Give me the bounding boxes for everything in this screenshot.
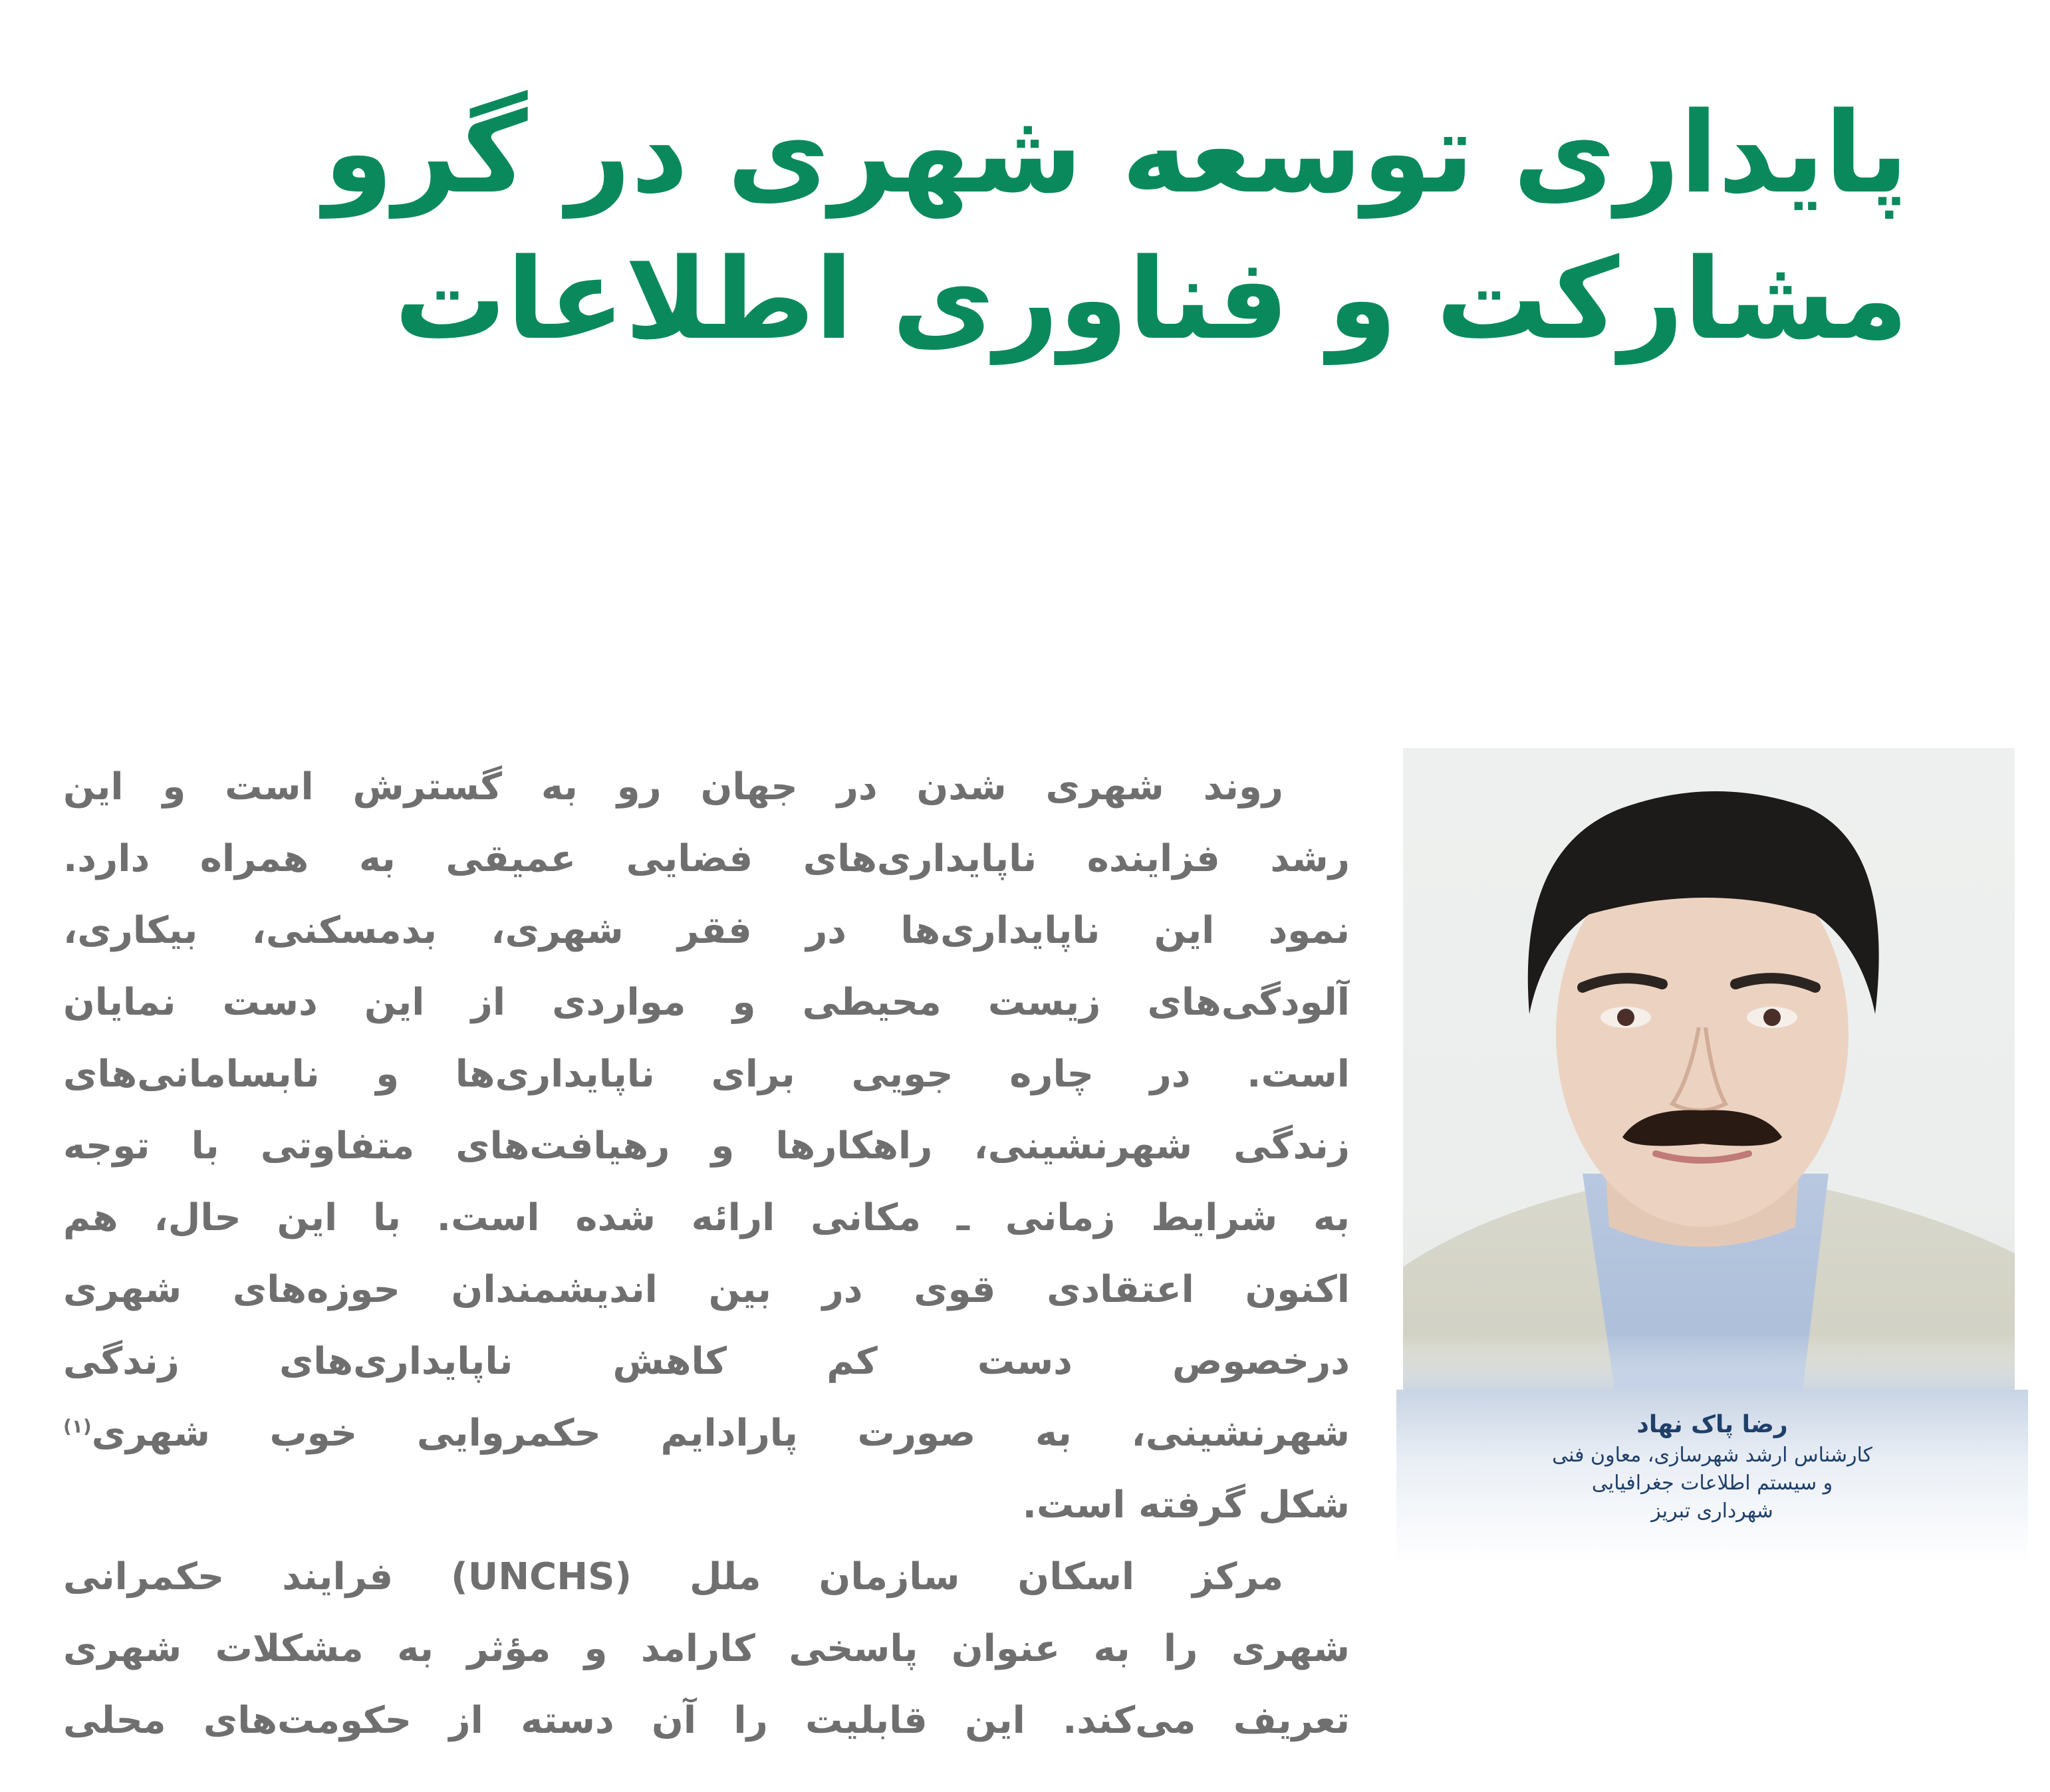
body-line-10 [63,1398,1350,1470]
body-line-13: شهری را به عنوان پاسخی کارامد و مؤثر به مشکلات شهری [63,1627,1350,1670]
author-name: رضا پاک نهاد [1636,1411,1788,1438]
article-body [63,751,1350,1757]
article-title [60,80,1908,372]
body-line-11: شکل گرفته است. [1022,1483,1350,1527]
author-title-line-3: شهرداری تبریز [1651,1499,1773,1523]
photo-bottom-fade [1403,1333,2015,1396]
body-line-2: رشد فزاینده ناپایداری‌های فضایی عمیقی به همراه دارد. [63,837,1350,880]
author-title-line-1: کارشناس ارشد شهرسازی، معاون فنی [1552,1444,1872,1467]
title-line-1: پایداری توسعه شهری در گرو [323,88,1908,218]
body-line-1: روند شهری شدن در جهان رو به گسترش است و این [63,765,1283,809]
title-line-2: مشارکت و فناوری اطلاعات [394,234,1908,364]
body-line-4: آلودگی‌های زیست محیطی و مواردی از این دست نمایان [63,981,1350,1024]
body-line-9: درخصوص دست کم کاهش ناپایداری‌های زندگی [63,1340,1350,1383]
body-line-14: تعریف می‌کند. این قابلیت را آن دسته از حکومت‌های محلی [63,1699,1350,1742]
author-caption [1396,1390,2028,1563]
body-line-10-text: شهرنشینی، به صورت پارادایم حکمروایی خوب شهری [91,1412,1350,1455]
body-line-6: زندگی شهرنشینی، راهکارها و رهیافت‌های متفاوتی با توجه [63,1124,1350,1168]
body-line-7: به شرایط زمانی ـ مکانی ارائه شده است. با این حال، هم [63,1196,1350,1239]
body-line-8: اکنون اعتقادی قوی در بین اندیشمندان حوزه‌های شهری [63,1268,1350,1311]
right-iris [1763,1009,1781,1026]
author-photo [1403,748,2015,1396]
author-title-line-2: و سیستم اطلاعات جغرافیایی [1591,1472,1833,1495]
footnote-marker[interactable]: (۱) [63,1415,92,1438]
left-iris [1617,1009,1634,1026]
body-line-3: نمود این ناپایداری‌ها در فقر شهری، بدمسکنی، بیکاری، [63,909,1350,952]
body-line-5: است. در چاره جویی برای ناپایداری‌ها و نابسامانی‌های [63,1053,1350,1096]
body-line-12: مرکز اسکان سازمان ملل (UNCHS) فرایند حکمرانی [63,1555,1284,1599]
portrait-illustration [1403,748,2015,1396]
